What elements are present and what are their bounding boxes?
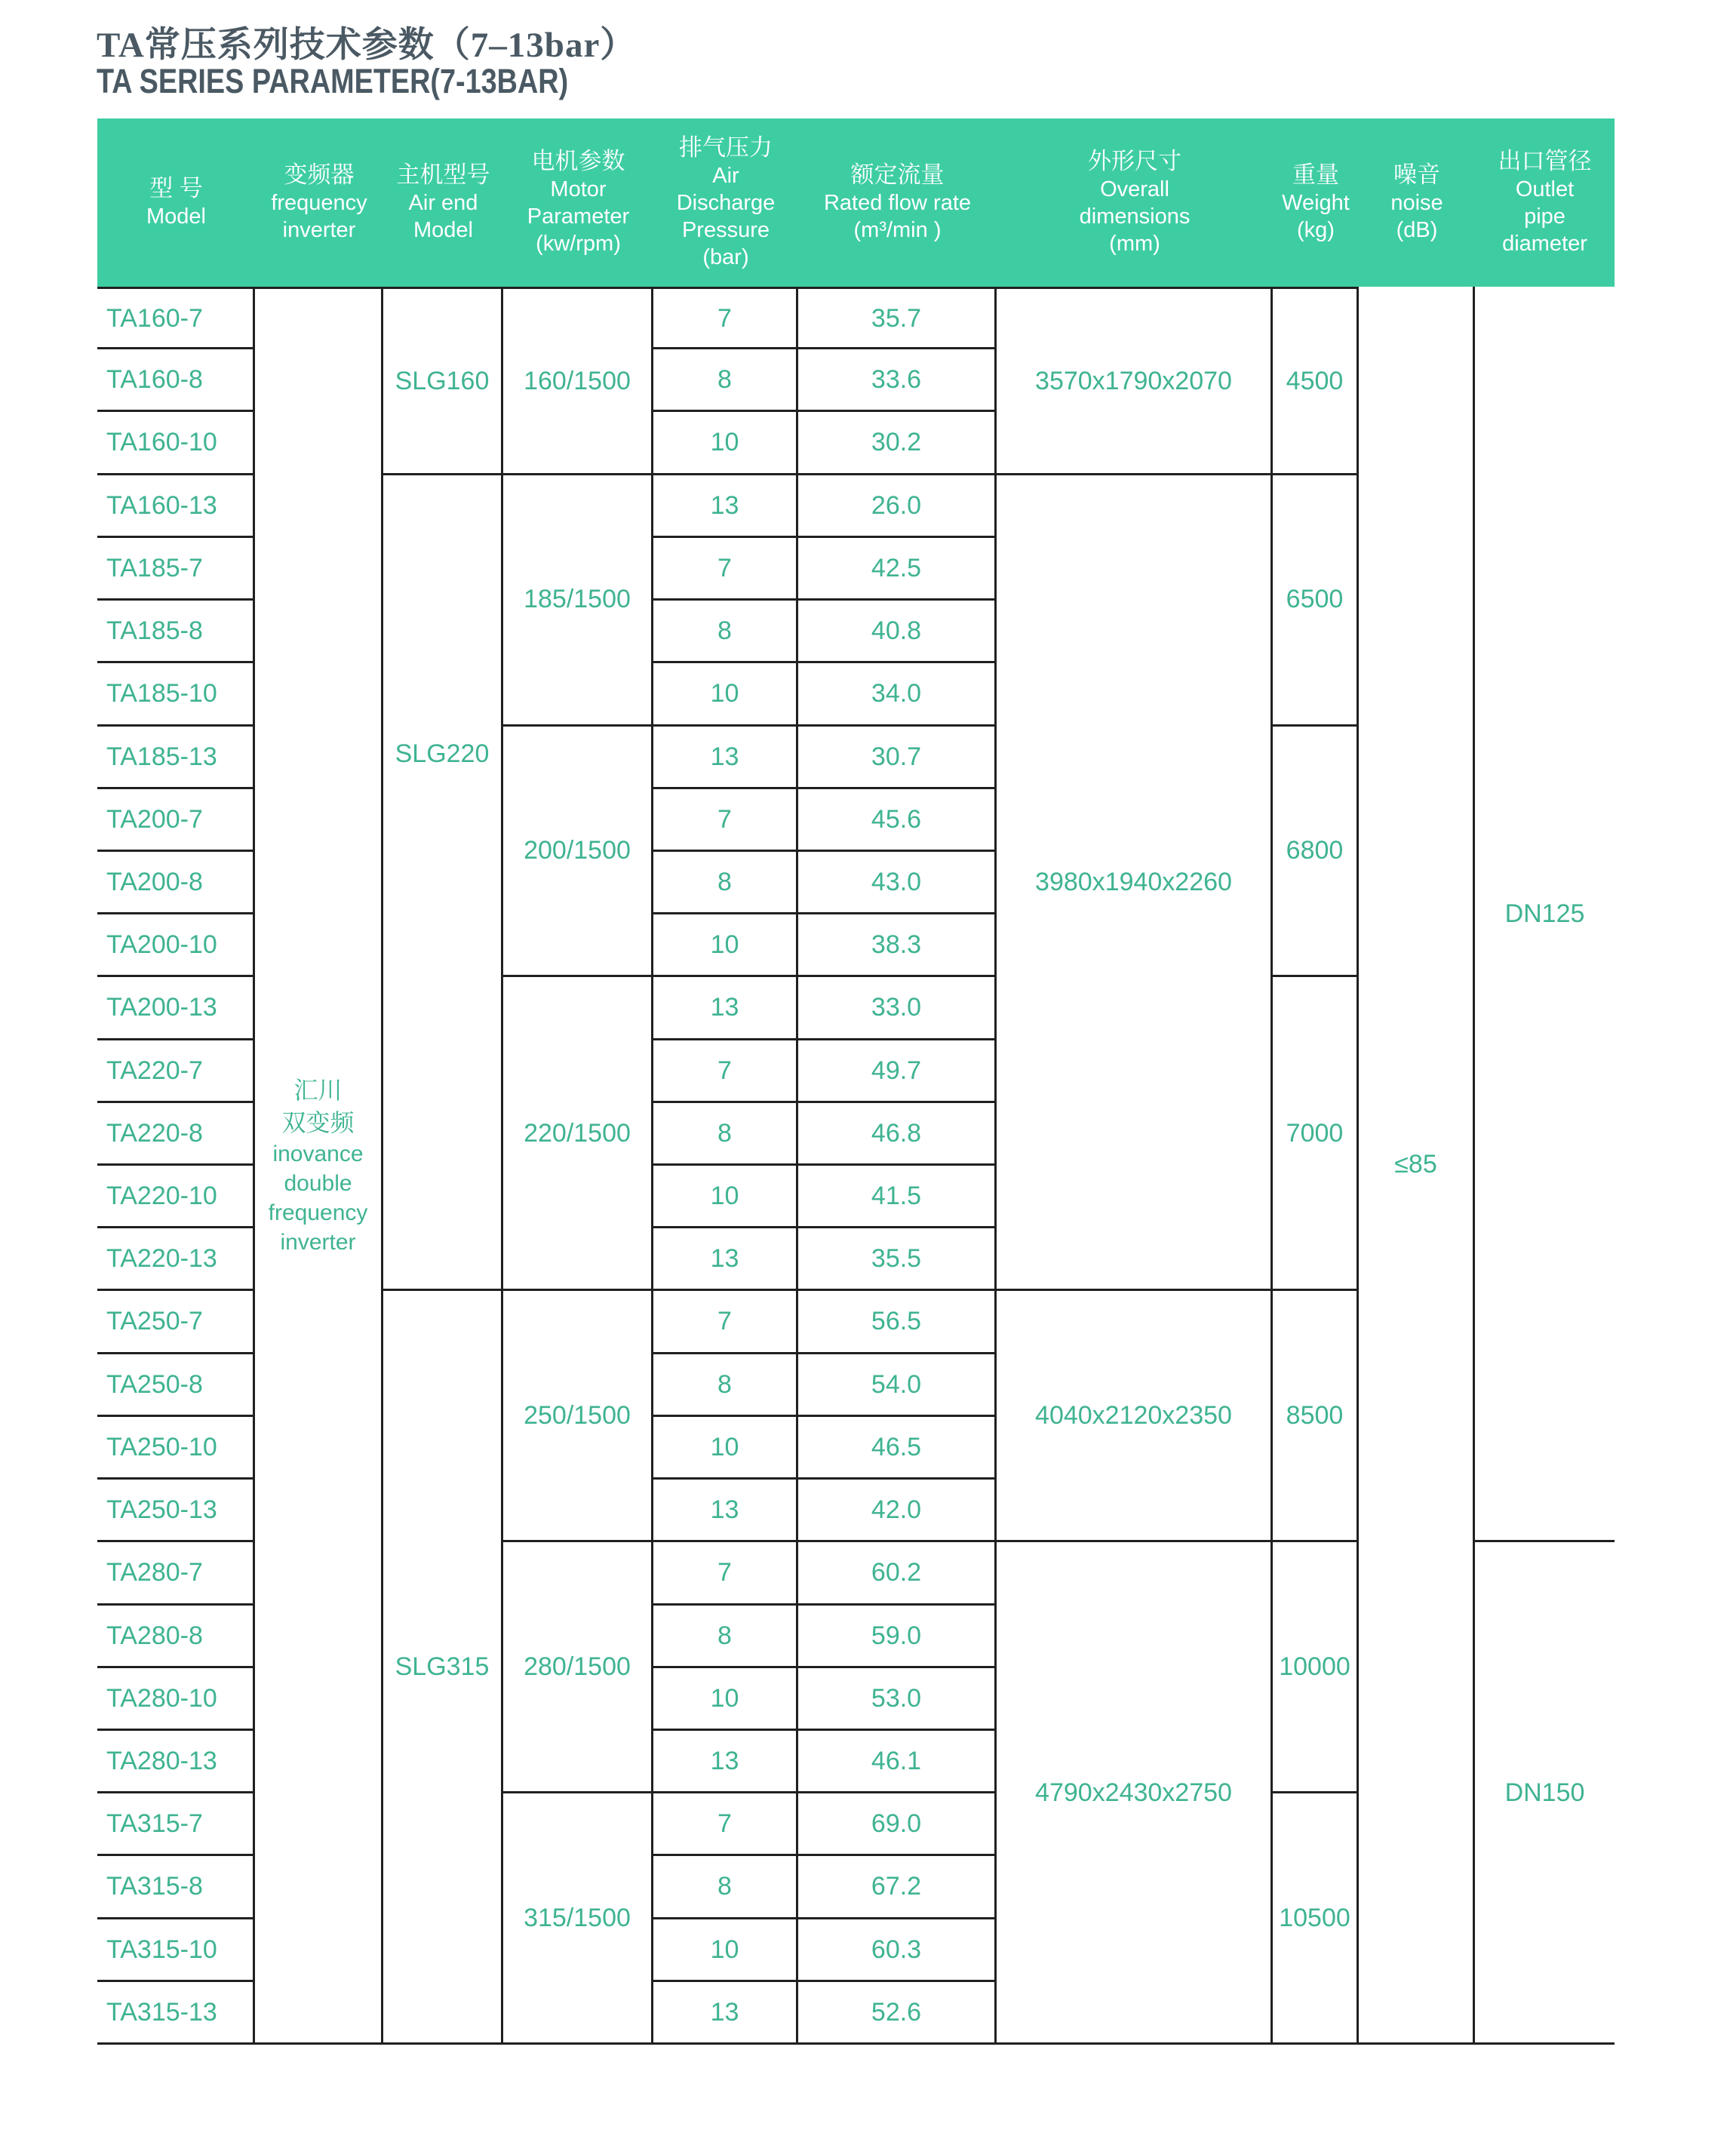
- pressure-cell: [653, 1731, 798, 1793]
- cell-value: TA280-10: [106, 1683, 217, 1713]
- table-body: [97, 287, 1615, 2045]
- cell-line: 电机参数: [531, 148, 625, 175]
- pressure-cell: [653, 1228, 798, 1291]
- cell-value: 8: [717, 1872, 732, 1901]
- cell-value: 10: [710, 1182, 739, 1210]
- flow-cell: [798, 1982, 997, 2045]
- cell-line: 汇川: [293, 1076, 343, 1104]
- airend-cell: [383, 287, 503, 475]
- cell-value: 26.0: [871, 490, 922, 520]
- cell-line: 出口管径: [1498, 148, 1592, 175]
- cell-line: pipe: [1524, 204, 1565, 229]
- header-pressure: [653, 118, 798, 287]
- cell-line: inovance: [272, 1142, 364, 1167]
- pressure-cell: [653, 1040, 798, 1103]
- cell-line: inverter: [282, 217, 356, 242]
- cell-value: 41.5: [871, 1182, 922, 1210]
- cell-line: Model: [413, 217, 473, 242]
- flow-cell: [798, 1354, 997, 1417]
- cell-value: 13: [710, 490, 739, 520]
- cell-line: Model: [146, 204, 206, 229]
- flow-cell: [798, 1731, 997, 1793]
- pressure-cell: [653, 1103, 798, 1166]
- cell-value: TA160-13: [106, 490, 217, 520]
- cell-value: 35.5: [871, 1244, 922, 1274]
- flow-cell: [798, 977, 997, 1040]
- pressure-cell: [653, 1480, 798, 1542]
- cell-value: TA250-10: [106, 1432, 217, 1461]
- cell-line: Discharge: [676, 190, 776, 215]
- cell-value: TA280-8: [106, 1621, 203, 1650]
- pressure-cell: [653, 663, 798, 726]
- pressure-cell: [653, 1982, 798, 2045]
- weight-cell: [1273, 287, 1359, 475]
- cell-line: (m³/min ): [853, 217, 942, 242]
- cell-value: 30.7: [871, 742, 922, 771]
- cell-value: 30.2: [871, 428, 922, 457]
- cell-value: SLG220: [395, 739, 490, 768]
- cell-value: 280/1500: [524, 1652, 631, 1682]
- header-motor: [503, 118, 653, 287]
- weight-cell: [1273, 475, 1359, 727]
- model-cell: [97, 1417, 255, 1480]
- cell-value: 53.0: [871, 1683, 922, 1713]
- flow-cell: [798, 538, 997, 601]
- cell-value: 6500: [1286, 585, 1344, 614]
- cell-line: (dB): [1396, 217, 1438, 242]
- cell-value: 45.6: [871, 804, 922, 834]
- cell-line: 排气压力: [679, 134, 773, 161]
- cell-value: 46.8: [871, 1118, 922, 1148]
- pressure-cell: [653, 1668, 798, 1731]
- cell-value: TA315-7: [106, 1809, 203, 1839]
- cell-value: TA200-10: [106, 930, 217, 960]
- header-inverter: [255, 118, 383, 287]
- cell-value: 8: [717, 616, 732, 646]
- model-cell: [97, 1606, 255, 1668]
- noise-cell: [1359, 287, 1475, 2045]
- cell-value: 7: [717, 303, 732, 333]
- cell-value: 13: [710, 993, 739, 1022]
- airend-cell: [383, 1291, 503, 2045]
- flow-cell: [798, 1606, 997, 1668]
- model-cell: [97, 1040, 255, 1103]
- cell-value: 46.1: [871, 1746, 922, 1775]
- cell-value: 7: [717, 1056, 732, 1085]
- cell-line: dimensions: [1079, 204, 1191, 229]
- model-cell: [97, 1668, 255, 1731]
- pressure-cell: [653, 789, 798, 852]
- pressure-cell: [653, 1354, 798, 1417]
- cell-line: Outlet: [1515, 177, 1575, 201]
- cell-line: noise: [1390, 190, 1443, 215]
- pressure-cell: [653, 1919, 798, 1982]
- flow-cell: [798, 475, 997, 538]
- pressure-cell: [653, 1542, 798, 1605]
- model-cell: [97, 1228, 255, 1291]
- cell-value: 4040x2120x2350: [1035, 1401, 1232, 1431]
- cell-value: 7: [717, 1809, 732, 1839]
- inverter-cell: [255, 287, 383, 2045]
- flow-cell: [798, 1919, 997, 1982]
- cell-value: 185/1500: [524, 585, 631, 614]
- cell-line: frequency: [268, 1200, 368, 1226]
- cell-value: TA250-7: [106, 1307, 203, 1336]
- airend-cell: [383, 475, 503, 1292]
- model-cell: [97, 412, 255, 475]
- cell-line: Air end: [408, 190, 478, 215]
- cell-value: 54.0: [871, 1369, 922, 1399]
- model-cell: [97, 663, 255, 726]
- cell-value: 43.0: [871, 867, 922, 896]
- motor-cell: [503, 727, 653, 978]
- flow-cell: [798, 727, 997, 789]
- cell-value: TA315-13: [106, 1997, 217, 2027]
- cell-value: 10: [710, 1683, 739, 1713]
- model-cell: [97, 1166, 255, 1228]
- weight-cell: [1273, 727, 1359, 978]
- header-dims: [997, 118, 1273, 287]
- pressure-cell: [653, 977, 798, 1040]
- flow-cell: [798, 1166, 997, 1228]
- cell-value: 59.0: [871, 1621, 922, 1650]
- cell-line: 变频器: [284, 161, 355, 189]
- cell-value: SLG315: [395, 1652, 490, 1682]
- cell-value: 220/1500: [524, 1118, 631, 1148]
- model-cell: [97, 1793, 255, 1856]
- model-cell: [97, 538, 255, 601]
- flow-cell: [798, 1793, 997, 1856]
- pressure-cell: [653, 852, 798, 914]
- flow-cell: [798, 1542, 997, 1605]
- model-cell: [97, 287, 255, 349]
- cell-value: 8: [717, 867, 732, 896]
- cell-line: Motor: [550, 177, 607, 201]
- cell-value: 10: [710, 679, 739, 708]
- cell-value: 3980x1940x2260: [1035, 867, 1232, 896]
- pressure-cell: [653, 1166, 798, 1228]
- header-flow: [798, 118, 997, 287]
- cell-line: 双变频: [281, 1109, 355, 1136]
- cell-line: Pressure: [681, 217, 770, 242]
- cell-value: TA220-13: [106, 1244, 217, 1274]
- cell-value: 7: [717, 804, 732, 834]
- cell-value: 13: [710, 742, 739, 771]
- pressure-cell: [653, 1417, 798, 1480]
- cell-value: 46.5: [871, 1432, 922, 1461]
- cell-line: 主机型号: [396, 161, 490, 189]
- cell-value: 250/1500: [524, 1401, 631, 1431]
- flow-cell: [798, 663, 997, 726]
- cell-value: TA160-10: [106, 428, 217, 457]
- dimensions-cell: [997, 1291, 1273, 1542]
- flow-cell: [798, 1228, 997, 1291]
- cell-value: TA315-8: [106, 1872, 203, 1901]
- dimensions-cell: [997, 287, 1273, 475]
- cell-value: 33.0: [871, 993, 922, 1022]
- cell-value: 40.8: [871, 616, 922, 646]
- flow-cell: [798, 1040, 997, 1103]
- cell-value: 56.5: [871, 1307, 922, 1336]
- outlet-cell: [1475, 1542, 1615, 2045]
- cell-value: TA185-10: [106, 679, 217, 708]
- cell-value: 8500: [1286, 1401, 1344, 1431]
- header-noise: [1359, 118, 1475, 287]
- table-header-row: [97, 118, 1615, 287]
- model-cell: [97, 1354, 255, 1417]
- header-model: [97, 118, 255, 287]
- flow-cell: [798, 601, 997, 663]
- dimensions-cell: [997, 475, 1273, 1292]
- flow-cell: [798, 349, 997, 412]
- model-cell: [97, 601, 255, 663]
- flow-cell: [798, 1856, 997, 1919]
- flow-cell: [798, 789, 997, 852]
- cell-value: 4500: [1286, 366, 1344, 395]
- model-cell: [97, 1982, 255, 2045]
- cell-value: TA315-10: [106, 1935, 217, 1964]
- model-cell: [97, 1291, 255, 1354]
- weight-cell: [1273, 1291, 1359, 1542]
- flow-cell: [798, 1417, 997, 1480]
- cell-value: 160/1500: [524, 366, 631, 395]
- flow-cell: [798, 914, 997, 977]
- motor-cell: [503, 475, 653, 727]
- cell-value: 10: [710, 930, 739, 960]
- motor-cell: [503, 1793, 653, 2045]
- weight-cell: [1273, 977, 1359, 1291]
- dimensions-cell: [997, 1542, 1273, 2045]
- cell-line: (bar): [702, 244, 749, 269]
- cell-value: TA160-8: [106, 365, 203, 395]
- cell-line: frequency: [271, 190, 367, 215]
- cell-line: 重量: [1292, 161, 1339, 189]
- cell-value: 52.6: [871, 1997, 922, 2027]
- cell-value: 7: [717, 1558, 732, 1587]
- model-cell: [97, 1542, 255, 1605]
- cell-value: 6800: [1286, 836, 1344, 865]
- flow-cell: [798, 1480, 997, 1542]
- cell-value: 7000: [1286, 1118, 1344, 1148]
- cell-value: 38.3: [871, 930, 922, 960]
- cell-value: 42.0: [871, 1495, 922, 1525]
- header-airend: [383, 118, 503, 287]
- cell-value: 8: [717, 365, 732, 395]
- header-outlet: [1475, 118, 1615, 287]
- cell-value: 10: [710, 1935, 739, 1964]
- cell-value: 60.2: [871, 1558, 922, 1587]
- cell-value: SLG160: [395, 366, 490, 395]
- model-cell: [97, 852, 255, 914]
- flow-cell: [798, 1291, 997, 1354]
- cell-value: 13: [710, 1244, 739, 1274]
- cell-value: TA220-8: [106, 1118, 203, 1148]
- cell-value: 3570x1790x2070: [1035, 366, 1232, 395]
- pressure-cell: [653, 287, 798, 349]
- cell-line: (kw/rpm): [536, 231, 621, 256]
- cell-line: 噪音: [1393, 161, 1440, 189]
- cell-value: TA280-13: [106, 1746, 217, 1775]
- cell-value: 7: [717, 1307, 732, 1336]
- model-cell: [97, 1103, 255, 1166]
- cell-line: Weight: [1282, 190, 1350, 215]
- model-cell: [97, 1731, 255, 1793]
- cell-value: 10000: [1279, 1652, 1350, 1682]
- cell-value: 34.0: [871, 679, 922, 708]
- cell-line: Parameter: [527, 204, 630, 229]
- cell-value: 10: [710, 428, 739, 457]
- cell-value: 10: [710, 1432, 739, 1461]
- model-cell: [97, 349, 255, 412]
- cell-value: ≤85: [1394, 1150, 1437, 1179]
- cell-line: Air: [712, 163, 739, 188]
- cell-value: DN150: [1504, 1778, 1585, 1807]
- model-cell: [97, 1856, 255, 1919]
- cell-value: TA220-10: [106, 1182, 217, 1210]
- pressure-cell: [653, 412, 798, 475]
- model-cell: [97, 977, 255, 1040]
- cell-value: 33.6: [871, 365, 922, 395]
- pressure-cell: [653, 1291, 798, 1354]
- cell-value: 7: [717, 553, 732, 582]
- pressure-cell: [653, 601, 798, 663]
- cell-value: 13: [710, 1997, 739, 2027]
- motor-cell: [503, 977, 653, 1291]
- cell-line: double: [284, 1171, 352, 1197]
- cell-value: 49.7: [871, 1056, 922, 1085]
- cell-value: 69.0: [871, 1809, 922, 1839]
- cell-line: inverter: [280, 1230, 356, 1255]
- cell-value: 8: [717, 1369, 732, 1399]
- cell-value: 200/1500: [524, 836, 631, 865]
- cell-value: 13: [710, 1495, 739, 1525]
- cell-line: Overall: [1100, 177, 1169, 201]
- flow-cell: [798, 1103, 997, 1166]
- cell-value: TA185-13: [106, 742, 217, 771]
- cell-value: 67.2: [871, 1872, 922, 1901]
- cell-line: diameter: [1502, 231, 1587, 256]
- outlet-cell: [1475, 287, 1615, 1542]
- flow-cell: [798, 287, 997, 349]
- cell-value: DN125: [1504, 899, 1585, 928]
- cell-value: TA200-7: [106, 804, 203, 834]
- flow-cell: [798, 852, 997, 914]
- cell-value: 42.5: [871, 553, 922, 582]
- flow-cell: [798, 1668, 997, 1731]
- model-cell: [97, 1919, 255, 1982]
- cell-line: 额定流量: [850, 161, 945, 189]
- pressure-cell: [653, 1606, 798, 1668]
- pressure-cell: [653, 475, 798, 538]
- cell-line: 外形尺寸: [1088, 148, 1181, 175]
- pressure-cell: [653, 1793, 798, 1856]
- motor-cell: [503, 1291, 653, 1542]
- pressure-cell: [653, 727, 798, 789]
- cell-value: TA250-8: [106, 1369, 203, 1399]
- cell-value: TA200-8: [106, 867, 203, 896]
- cell-value: 8: [717, 1118, 732, 1148]
- flow-cell: [798, 412, 997, 475]
- weight-cell: [1273, 1542, 1359, 1793]
- cell-line: Rated flow rate: [823, 190, 972, 215]
- cell-value: TA280-7: [106, 1558, 203, 1587]
- parameter-table: [97, 118, 1615, 2045]
- cell-value: TA220-7: [106, 1056, 203, 1085]
- header-weight: [1273, 118, 1359, 287]
- cell-value: 35.7: [871, 303, 922, 333]
- pressure-cell: [653, 1856, 798, 1919]
- cell-value: 315/1500: [524, 1903, 631, 1932]
- cell-line: (kg): [1297, 217, 1335, 242]
- model-cell: [97, 727, 255, 789]
- motor-cell: [503, 1542, 653, 1793]
- cell-line: (mm): [1109, 231, 1160, 256]
- cell-value: 4790x2430x2750: [1035, 1778, 1232, 1807]
- cell-value: 13: [710, 1746, 739, 1775]
- page-title-cn: TA常压系列技术参数（7–13bar）: [97, 26, 637, 65]
- page-title-en: TA SERIES PARAMETER(7-13BAR): [97, 62, 569, 100]
- cell-value: TA185-7: [106, 553, 203, 582]
- model-cell: [97, 1480, 255, 1542]
- cell-value: TA200-13: [106, 993, 217, 1022]
- model-cell: [97, 475, 255, 538]
- cell-value: TA160-7: [106, 303, 203, 333]
- model-cell: [97, 914, 255, 977]
- cell-value: 8: [717, 1621, 732, 1650]
- model-cell: [97, 789, 255, 852]
- pressure-cell: [653, 349, 798, 412]
- cell-value: TA250-13: [106, 1495, 217, 1525]
- cell-value: TA185-8: [106, 616, 203, 646]
- cell-value: 60.3: [871, 1935, 922, 1964]
- weight-cell: [1273, 1793, 1359, 2045]
- pressure-cell: [653, 914, 798, 977]
- cell-line: 型 号: [149, 175, 203, 202]
- pressure-cell: [653, 538, 798, 601]
- cell-value: 10500: [1279, 1903, 1350, 1932]
- motor-cell: [503, 287, 653, 475]
